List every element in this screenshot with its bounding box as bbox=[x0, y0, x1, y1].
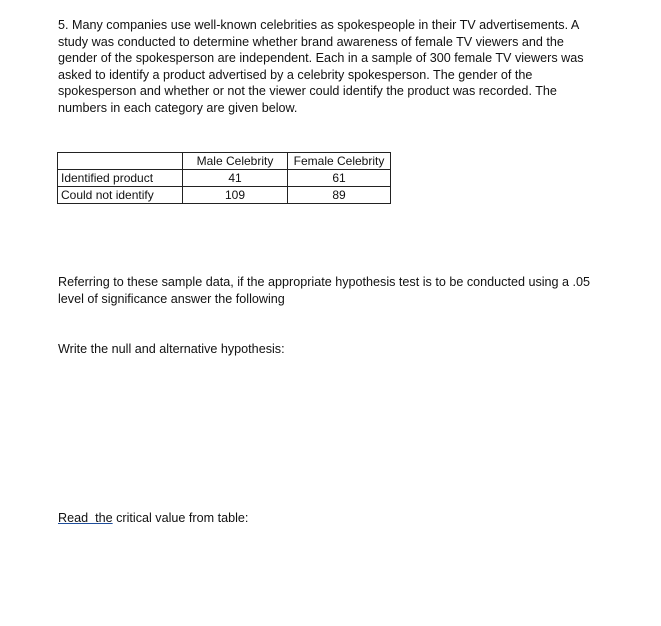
header-male-celebrity: Male Celebrity bbox=[183, 153, 288, 170]
table-row bbox=[58, 170, 391, 187]
table-row bbox=[58, 187, 391, 204]
reference-paragraph: Referring to these sample data, if the appropriate hypothesis test is to be conducted using a .05 level of significance answer the following bbox=[58, 275, 591, 306]
header-female-celebrity: Female Celebrity bbox=[288, 153, 391, 170]
row-label-identified: Identified product bbox=[58, 170, 183, 187]
table-header-row bbox=[58, 153, 391, 170]
contingency-table bbox=[57, 152, 391, 204]
cell-not-identified-male: 109 bbox=[183, 187, 288, 204]
cell-not-identified-female: 89 bbox=[288, 187, 391, 204]
row-label-not-identified: Could not identify bbox=[58, 187, 183, 204]
critical-value-prompt-rest: critical value from table: bbox=[112, 511, 249, 525]
cell-identified-male: 41 bbox=[183, 170, 288, 187]
read-the-underlined-text: Read the bbox=[58, 511, 113, 525]
table-corner-cell bbox=[58, 153, 183, 170]
cell-identified-female: 61 bbox=[288, 170, 391, 187]
critical-value-prompt bbox=[58, 510, 603, 527]
problem-statement: 5. Many companies use well-known celebrities as spokespeople in their TV advertisements. A study was conducted to determine whether brand awareness of female TV viewers and the gender of the spokesperson are independent. Each in a sample of 300 female TV viewers was asked to identify a product advertised by a celebrity spokesperson. The gender of the spokesperson and whether or not the viewer could identify the product was recorded. The numbers in each category are given below. bbox=[58, 18, 584, 115]
hypothesis-prompt: Write the null and alternative hypothesis: bbox=[58, 342, 285, 356]
